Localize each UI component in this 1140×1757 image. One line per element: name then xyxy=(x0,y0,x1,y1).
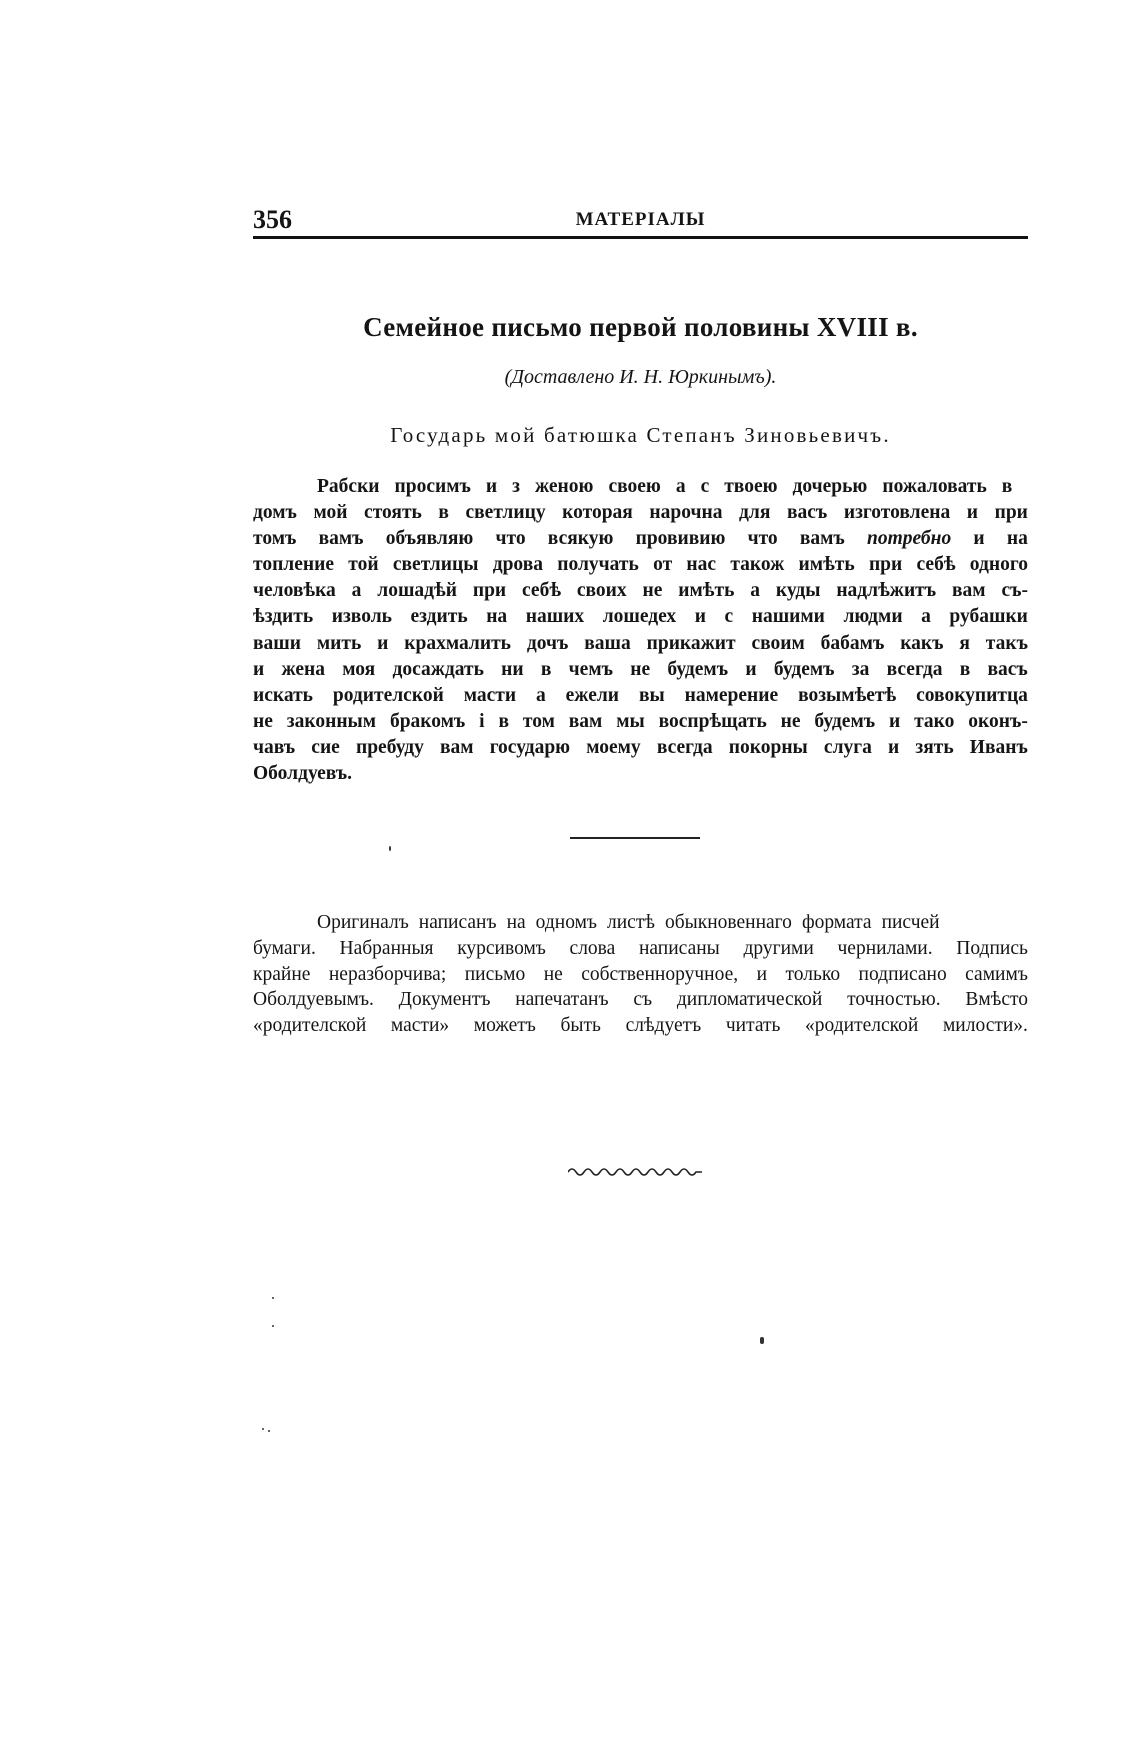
word: лошедех xyxy=(602,606,677,628)
word: не xyxy=(543,963,563,985)
word: «родителской xyxy=(253,1015,367,1037)
running-head: МАТЕРIАЛЫ xyxy=(575,209,706,230)
word: я xyxy=(959,632,970,654)
word: том xyxy=(522,710,555,732)
word: Рабски xyxy=(317,476,380,497)
word: на xyxy=(506,912,526,933)
word: ездить xyxy=(410,606,468,628)
word: намерение xyxy=(684,684,779,706)
end-ornament xyxy=(568,1164,702,1176)
word: возымѣетѣ xyxy=(798,684,897,706)
word: за xyxy=(851,658,870,680)
word: написанъ xyxy=(418,912,497,933)
word: с xyxy=(724,606,734,628)
word: крахмалить xyxy=(404,632,511,654)
word: другими xyxy=(743,937,814,959)
word: куды xyxy=(775,580,821,602)
word: и xyxy=(973,528,985,550)
word: Набранныя xyxy=(339,937,434,959)
word: совокупитца xyxy=(916,684,1028,706)
word: самимъ xyxy=(965,963,1028,985)
word: моему xyxy=(586,736,641,758)
word: топление xyxy=(253,554,335,576)
word: одномъ xyxy=(535,912,598,933)
word: ежели xyxy=(565,684,620,706)
word: такъ xyxy=(985,632,1028,654)
word: дрова xyxy=(492,554,543,576)
word: объявляю xyxy=(385,528,474,550)
word: томъ xyxy=(253,528,297,550)
word: а xyxy=(351,580,362,602)
word: Вмѣсто xyxy=(965,989,1028,1011)
word: и xyxy=(745,658,757,680)
word: нашими xyxy=(751,606,825,628)
word: вам xyxy=(568,710,603,732)
word: всегда xyxy=(886,658,943,680)
word: обыкновеннаго xyxy=(664,912,792,933)
word: точностью. xyxy=(847,989,941,1011)
word: при xyxy=(472,580,507,602)
word: одного xyxy=(969,554,1028,576)
word: будемъ xyxy=(773,658,835,680)
word: человѣка xyxy=(253,580,336,602)
word: на xyxy=(1006,528,1028,550)
word: не xyxy=(780,710,801,732)
word: рубашки xyxy=(949,606,1028,628)
word: вамъ xyxy=(799,528,845,550)
word: всякую xyxy=(547,528,614,550)
word: съ- xyxy=(1001,580,1028,602)
word: законным xyxy=(286,710,377,732)
letter-line xyxy=(253,657,1028,683)
word: Оболдуевъ. xyxy=(253,763,353,785)
word: воспрѣщать xyxy=(658,710,767,732)
word: изготовлена xyxy=(843,502,951,524)
word: своею xyxy=(608,476,661,497)
word: сие xyxy=(311,736,340,758)
word: бракомъ xyxy=(389,710,466,732)
word: Оригиналъ xyxy=(317,912,409,933)
letter-line xyxy=(253,526,1028,552)
word: Подпись xyxy=(956,937,1028,959)
editorial-note xyxy=(253,910,1028,1039)
word: при xyxy=(868,554,903,576)
word: не xyxy=(253,710,273,732)
letter-body xyxy=(253,474,1028,787)
scan-speck xyxy=(760,1337,764,1344)
letter-line xyxy=(253,604,1028,630)
page-number: 356 xyxy=(253,205,292,234)
word: не xyxy=(630,658,651,680)
word: и xyxy=(377,632,389,654)
word: вам xyxy=(952,580,986,602)
letter-line xyxy=(253,631,1028,657)
word: слуга xyxy=(823,736,872,758)
word: себѣ xyxy=(916,554,956,576)
word: «родителской xyxy=(805,1015,919,1037)
word: надлѣжитъ xyxy=(836,580,937,602)
word: досаждать xyxy=(392,658,484,680)
scan-speck xyxy=(389,846,391,851)
word: формата xyxy=(801,912,872,933)
word: ваши xyxy=(253,632,301,654)
word: пожаловать xyxy=(882,476,987,497)
word: бабамъ xyxy=(820,632,885,654)
word: для xyxy=(739,502,771,524)
letter-line xyxy=(253,474,1028,500)
word: моя xyxy=(342,658,376,680)
word: прикажит xyxy=(646,632,736,654)
word: лошадѣй xyxy=(377,580,457,602)
word: напечатанъ xyxy=(515,989,609,1011)
word: жена xyxy=(281,658,326,680)
word: чернилами. xyxy=(837,937,933,959)
word: оконъ- xyxy=(968,710,1028,732)
word: съ xyxy=(633,989,653,1011)
article-attribution: (Доставлено И. Н. Юркинымъ). xyxy=(504,366,777,388)
word: имѣть xyxy=(798,554,855,576)
word: васъ xyxy=(786,502,828,524)
word: светлицы xyxy=(392,554,479,576)
word: крайне xyxy=(253,963,311,985)
word: курсивомъ xyxy=(457,937,546,959)
word: в xyxy=(438,502,449,524)
word: а xyxy=(750,580,761,602)
word: масти xyxy=(463,684,517,706)
note-line xyxy=(253,936,1028,962)
word: неразборчива; xyxy=(328,963,447,985)
word: а xyxy=(536,684,546,706)
word: твоею xyxy=(724,476,778,497)
word: которая xyxy=(562,502,633,524)
word: что xyxy=(747,528,778,550)
letter-line xyxy=(253,578,1028,604)
word: будемъ xyxy=(667,658,729,680)
word: писчей xyxy=(881,912,940,933)
word: також xyxy=(730,554,785,576)
word: мить xyxy=(316,632,362,654)
word: домъ xyxy=(253,502,297,524)
scan-speck xyxy=(272,1325,274,1327)
word: нас xyxy=(686,554,717,576)
word: дочъ xyxy=(526,632,569,654)
header-rule xyxy=(253,236,1028,239)
word: на xyxy=(486,606,508,628)
word: собственноручное, xyxy=(581,963,739,985)
word: слѣдуетъ xyxy=(625,1015,702,1037)
letter-line xyxy=(253,761,1028,787)
word: милости». xyxy=(942,1015,1028,1037)
note-line xyxy=(253,987,1028,1013)
word: дочерью xyxy=(792,476,868,497)
word: получать xyxy=(557,554,639,576)
word: бумаги. xyxy=(253,937,316,959)
word: масти» xyxy=(390,1015,450,1037)
word: слова xyxy=(569,937,616,959)
word: только xyxy=(785,963,841,985)
word: в xyxy=(959,658,971,680)
word: в xyxy=(1001,476,1013,497)
word: подписано xyxy=(858,963,947,985)
word: что xyxy=(495,528,526,550)
word: и xyxy=(888,736,900,758)
word: листѣ xyxy=(607,912,655,933)
word: людми xyxy=(843,606,903,628)
note-line xyxy=(253,962,1028,988)
word: светлицу xyxy=(465,502,546,524)
word: той xyxy=(348,554,379,576)
word: тако xyxy=(914,710,955,732)
word: Документъ xyxy=(398,989,491,1011)
word: а xyxy=(921,606,931,628)
word: и xyxy=(966,502,979,524)
word: вы xyxy=(638,684,665,706)
word: женою xyxy=(535,476,594,497)
word: вам xyxy=(439,736,474,758)
word: дипломатической xyxy=(676,989,823,1011)
word: и xyxy=(888,710,901,732)
word: i xyxy=(479,710,485,732)
word: будемъ xyxy=(814,710,876,732)
word: искать xyxy=(253,684,313,706)
word: быть xyxy=(560,1015,601,1037)
word: зять xyxy=(915,736,954,758)
note-line xyxy=(253,910,1028,936)
word: письмо xyxy=(464,963,526,985)
letter-line xyxy=(253,683,1028,709)
word: родителской xyxy=(332,684,444,706)
word: в xyxy=(540,658,552,680)
word: Иванъ xyxy=(969,736,1028,758)
word: себѣ xyxy=(522,580,562,602)
word: в xyxy=(498,710,509,732)
word: с xyxy=(700,476,710,497)
letter-line xyxy=(253,735,1028,761)
note-line xyxy=(253,1013,1028,1039)
word: и xyxy=(485,476,498,497)
article-title: Семейное письмо первой половины XVIII в. xyxy=(363,312,918,342)
word: можетъ xyxy=(473,1015,536,1037)
word: всегда xyxy=(656,736,713,758)
word: потребно xyxy=(867,528,952,550)
word: написаны xyxy=(638,937,720,959)
word: имѣть xyxy=(678,580,735,602)
page-header xyxy=(253,205,1028,237)
word: ѣздить xyxy=(253,606,314,628)
word: какъ xyxy=(900,632,944,654)
word: и xyxy=(694,606,706,628)
word: при xyxy=(994,502,1028,524)
word: Оболдуевымъ. xyxy=(253,989,374,1011)
scan-speck xyxy=(272,1297,274,1299)
word: провивию xyxy=(635,528,726,550)
word: чавъ xyxy=(253,736,296,758)
word: мы xyxy=(616,710,645,732)
word: ни xyxy=(501,658,524,680)
scan-speck xyxy=(268,1430,270,1432)
letter-salutation: Государь мой батюшка Степанъ Зиновьевичъ. xyxy=(390,423,891,447)
word: з xyxy=(512,476,521,497)
word: васъ xyxy=(987,658,1028,680)
letter-line xyxy=(253,500,1028,526)
word: государю xyxy=(489,736,571,758)
word: не xyxy=(642,580,663,602)
word: стоять xyxy=(364,502,422,524)
section-divider xyxy=(570,837,700,839)
word: мой xyxy=(313,502,348,524)
word: от xyxy=(653,554,673,576)
word: пребуду xyxy=(355,736,424,758)
word: вамъ xyxy=(318,528,364,550)
word: и xyxy=(756,963,768,985)
word: а xyxy=(675,476,686,497)
word: читать xyxy=(725,1015,781,1037)
word: ваша xyxy=(584,632,631,654)
word: своим xyxy=(751,632,805,654)
word: покорны xyxy=(728,736,808,758)
word: и xyxy=(253,658,265,680)
word: своих xyxy=(576,580,627,602)
letter-line xyxy=(253,709,1028,735)
word: наших xyxy=(525,606,585,628)
scan-speck xyxy=(262,1428,264,1430)
word: нарочна xyxy=(649,502,723,524)
word: чемъ xyxy=(568,658,613,680)
letter-line xyxy=(253,552,1028,578)
word: просимъ xyxy=(394,476,471,497)
word: изволь xyxy=(331,606,392,628)
